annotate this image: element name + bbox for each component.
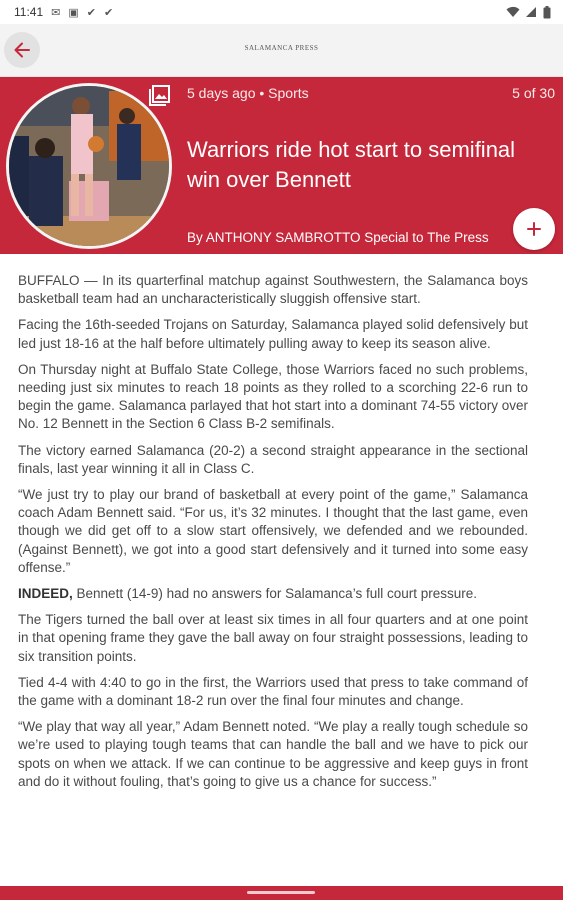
wifi-icon xyxy=(506,6,520,18)
article-paragraph: “We just try to play our brand of basketball at every point of the game,” Salamanca coach Adam Bennett said. “For us, it’s 32 minutes. I thought that the last game, even though we did get off to a slow start offensively, we defended and we rebounded. (Against Bennett), we got into a good start defensively and it turned into some easy offense.” xyxy=(18,487,528,575)
basketball-photo xyxy=(9,86,172,249)
article-paragraph: BUFFALO — In its quarterfinal matchup against Southwestern, the Salamanca boys basketball team had an uncharacteristically sluggish offensive start. xyxy=(18,273,528,307)
article-body xyxy=(18,272,528,799)
plus-icon xyxy=(527,222,541,236)
home-indicator[interactable] xyxy=(247,891,315,894)
paragraph-lead: INDEED, xyxy=(18,586,73,602)
article-title: Warriors ride hot start to semifinal win over Bennett xyxy=(187,137,516,192)
gallery-icon[interactable] xyxy=(148,83,172,107)
article-paragraph: The victory earned Salamanca (20-2) a second straight appearance in the sectional finals, last year winning it all in Class C. xyxy=(18,442,528,476)
article-paragraph: Tied 4-4 with 4:40 to go in the first, the Warriors used that press to take command of the game with a dominant 18-2 run over the final four minutes and change. xyxy=(18,674,528,709)
gallery-counter: 5 of 30 xyxy=(512,85,555,101)
signal-icon xyxy=(526,6,537,18)
article-paragraph: Facing the 16th-seeded Trojans on Saturday, Salamanca played solid defensively but led just 18-16 at the half before ultimately pulling away to keep its season alive. xyxy=(18,317,528,351)
status-time: 11:41 xyxy=(14,5,44,19)
status-bar xyxy=(0,0,563,24)
mail-icon: ✉ xyxy=(51,6,61,19)
bottom-nav-bar xyxy=(0,886,563,900)
masthead-logo: SALAMANCA PRESS xyxy=(244,44,319,52)
article-byline: By ANTHONY SAMBROTTO Special to The Press xyxy=(187,230,489,245)
article-meta: 5 days ago • Sports xyxy=(187,85,309,101)
article-photo[interactable] xyxy=(6,83,172,249)
check-icon: ✔ xyxy=(103,6,114,19)
article-paragraph: The Tigers turned the ball over at least six times in all four quarters and at one point in that opening frame they gave the ball away on four straight possessions, leading to six transition points. xyxy=(18,612,528,664)
article-paragraph: “We play that way all year,” Adam Bennett noted. “We play a really tough schedule so we’re used to playing tough teams that can handle the ball and we have to pick our spots on when we attack. If we can continue to be aggressive and keep guys in front and do it without fouling, that’s going to give us a chance for success.” xyxy=(18,719,528,789)
app-bar xyxy=(0,24,563,77)
battery-icon xyxy=(543,6,551,19)
image-icon: ▣ xyxy=(68,6,79,19)
article-hero xyxy=(0,77,563,254)
article-paragraph: On Thursday night at Buffalo State College, those Warriors faced no such problems, needing just six minutes to reach 18 points as they rolled to a scorching 22-6 run to begin the game. Salamanca parlayed that hot start into a dominant 74-55 victory over No. 12 Bennett in the Section 6 Class B-2 semifinals. xyxy=(18,361,528,432)
article-paragraph xyxy=(18,585,528,603)
check-icon: ✔ xyxy=(86,6,96,19)
paragraph-text: Bennett (14-9) had no answers for Salamanca’s full court pressure. xyxy=(76,586,477,602)
add-button[interactable] xyxy=(513,208,555,250)
